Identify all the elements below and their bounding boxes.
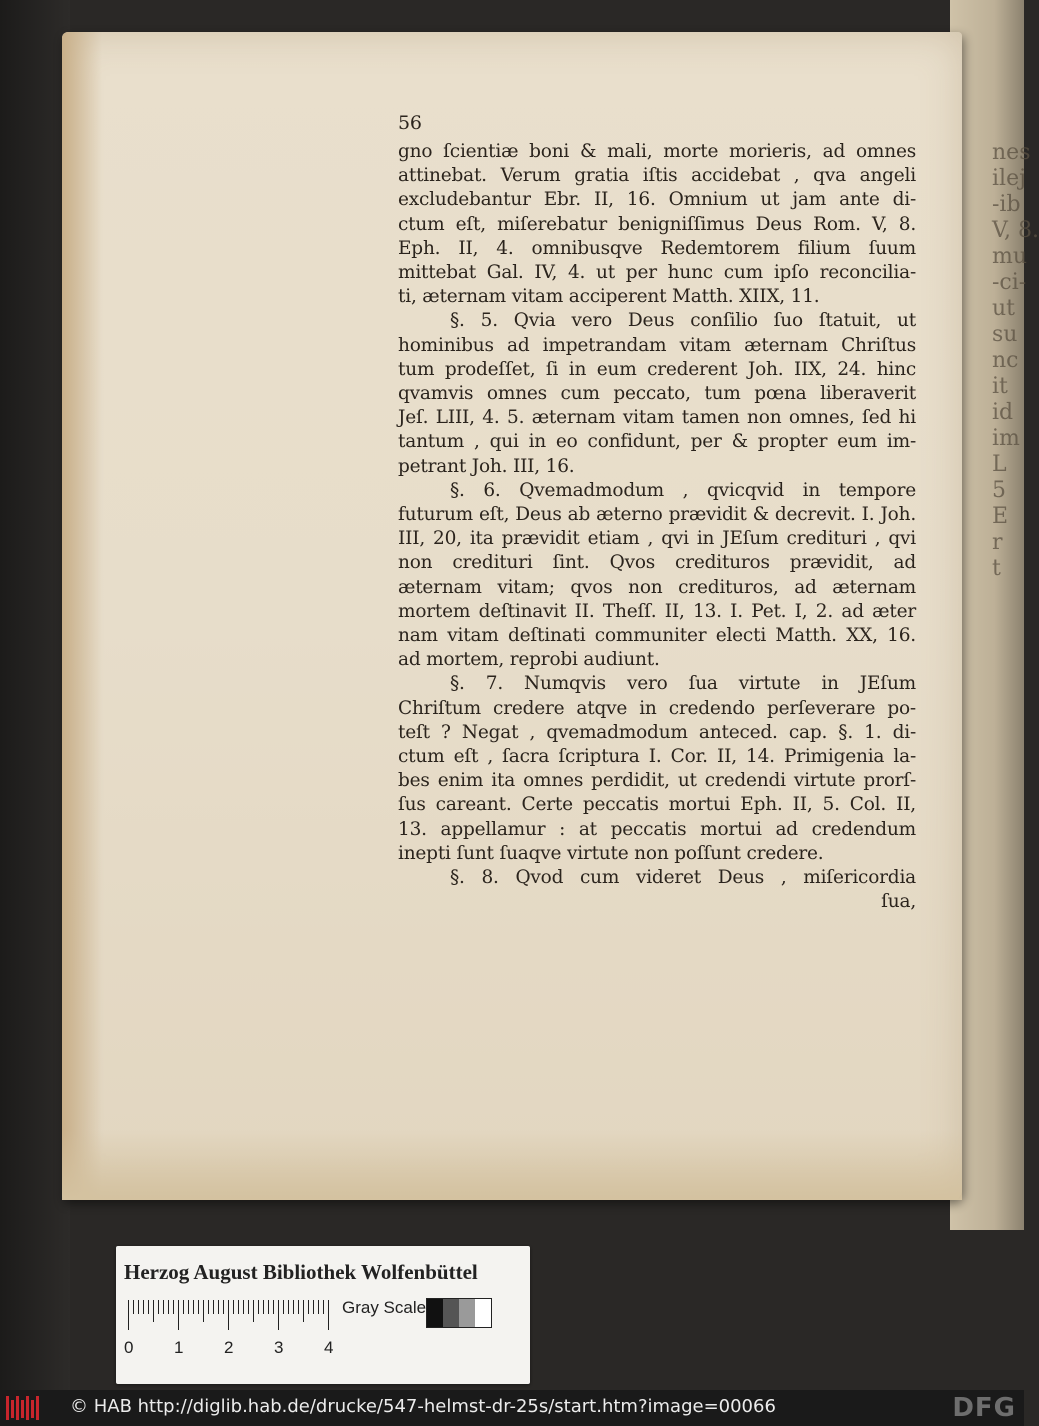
ruler-tick [188, 1300, 189, 1314]
ruler-tick [268, 1300, 269, 1314]
text-line: §. 6. Qvemadmodum , qvicqvid in tempore [450, 479, 916, 501]
text-line: Jeſ. LIII, 4. 5. æternam vitam tamen non omnes, ſed hi [398, 407, 916, 429]
facing-page-fragment: r [992, 530, 1003, 555]
text-line: Eph. II, 4. omnibusqve Redemtorem filium ſuum [398, 237, 916, 259]
ruler-tick [168, 1300, 169, 1314]
footer-bar [0, 1390, 1024, 1426]
text-line: §. 5. Qvia vero Deus conſilio ſuo ſtatuit, ut [450, 310, 916, 332]
ruler-tick [173, 1300, 174, 1314]
ruler-tick [238, 1300, 239, 1314]
facing-page-fragment: it [992, 374, 1008, 399]
facing-page-fragment: ilej [992, 166, 1026, 191]
facing-page-fragment: t [992, 556, 1001, 581]
text-line: futurum eſt, Deus ab æterno prævidit & decrevit. I. Joh. [398, 504, 916, 525]
ruler-tick [143, 1300, 144, 1314]
hab-logo-bar [31, 1400, 34, 1418]
ruler-tick [283, 1300, 284, 1314]
ruler-tick [318, 1300, 319, 1314]
ruler-tick [243, 1300, 244, 1314]
ruler-number: 0 [124, 1338, 134, 1357]
gray-swatch-cell [427, 1299, 443, 1327]
text-line: ctum eſt, miſerebatur benigniſſimus Deus Rom. V, 8. [398, 213, 916, 235]
text-line: æternam vitam; qvos non credituros, ad æternam [398, 576, 916, 598]
text-line: 13. appellamur : at peccatis mortui ad credendum [398, 818, 916, 840]
ruler-tick [258, 1300, 259, 1314]
facing-page-fragment: -ib [992, 192, 1021, 217]
gray-swatch-cell [459, 1299, 475, 1327]
text-line: petrant Joh. III, 16. [398, 455, 575, 477]
text-line: Chriſtum credere atqve in credendo perſeverare po- [398, 697, 916, 719]
text-line: ti, æternam vitam acciperent Matth. XIIX, 11. [398, 286, 820, 308]
facing-page-fragment: -ci- [992, 270, 1027, 295]
ruler-tick [288, 1300, 289, 1314]
ruler-number: 2 [224, 1338, 234, 1357]
gray-swatch-cell [475, 1299, 491, 1327]
text-line: qvamvis omnes cum peccato, tum pœna liberaverit [398, 383, 916, 404]
text-line: ſus careant. Certe peccatis mortui Eph. II, 5. Col. II, [398, 794, 916, 816]
ruler-tick [198, 1300, 199, 1314]
ruler-tick [248, 1300, 249, 1314]
ruler-tick [298, 1300, 299, 1314]
text-line: tum prodeſſet, ſi in eum crederent Joh. IIX, 24. hinc [398, 358, 916, 380]
ruler-tick [278, 1300, 279, 1330]
ruler-tick [193, 1300, 194, 1314]
ruler-tick [293, 1300, 294, 1314]
library-name: Herzog August Bibliothek Wolfenbüttel [124, 1260, 478, 1284]
ruler-tick [303, 1300, 304, 1322]
ruler-tick [148, 1300, 149, 1314]
ruler-tick [218, 1300, 219, 1314]
page-number: 56 [398, 112, 422, 134]
text-line: tantum , qui in eo confidunt, per & propter eum im- [398, 431, 916, 453]
dfg-logo: DFG [952, 1393, 1016, 1423]
ruler-tick [233, 1300, 234, 1314]
text-line: teſt ? Negat , qvemadmodum anteced. cap. §. 1. di- [398, 721, 916, 743]
text-line: III, 20, ita prævidit etiam , qvi in JEſum credituri , qvi [398, 528, 916, 550]
facing-page-fragment: 5 [992, 478, 1006, 503]
ruler-tick [158, 1300, 159, 1314]
ruler-tick [138, 1300, 139, 1314]
ruler-tick [228, 1300, 229, 1330]
source-url[interactable]: © HAB http://diglib.hab.de/drucke/547-helmst-dr-25s/start.htm?image=00066 [70, 1396, 776, 1417]
text-line: gno ſcientiæ boni & mali, morte morieris, ad omnes [398, 141, 916, 162]
ruler-number: 4 [324, 1338, 334, 1357]
ruler-tick [153, 1300, 154, 1322]
hab-logo-bar [21, 1400, 24, 1418]
gray-swatch-cell [443, 1299, 459, 1327]
text-line: mortem deſtinavit II. Theſſ. II, 13. I. Pet. I, 2. ad æter [398, 600, 916, 622]
text-line: ſua, [881, 891, 916, 913]
text-line: nam vitam deſtinati communiter electi Matth. XX, 16. [398, 625, 916, 646]
text-line: mittebat Gal. IV, 4. ut per hunc cum ipſo reconcilia- [398, 262, 916, 283]
ruler-tick [263, 1300, 264, 1314]
facing-page-fragment: E [992, 504, 1009, 529]
ruler-tick [313, 1300, 314, 1314]
hab-logo-bar [6, 1396, 9, 1420]
facing-page-fragment: L [992, 452, 1007, 477]
text-line: attinebat. Verum gratia iſtis accidebat , qva angeli [398, 165, 916, 187]
ruler-tick [128, 1300, 129, 1330]
hab-logo-bar [11, 1400, 14, 1418]
facing-page-fragment: nes [992, 140, 1031, 165]
ruler-tick [133, 1300, 134, 1314]
text-line: hominibus ad impetrandam vitam æternam Chriſtus [398, 334, 916, 356]
text-line: non credituri ſint. Qvos credituros prævidit, ad [398, 552, 916, 574]
text-line: ctum eſt , ſacra ſcriptura I. Cor. II, 14. Primigenia la- [398, 746, 916, 767]
ruler-tick [203, 1300, 204, 1322]
facing-page-fragment: im [992, 426, 1020, 451]
gray-scale-label: Gray Scale [342, 1298, 427, 1317]
hab-logo-icon [6, 1394, 46, 1422]
ruler-tick [253, 1300, 254, 1322]
ruler-tick [178, 1300, 179, 1330]
facing-page-fragment: mu [992, 244, 1028, 269]
text-line: §. 7. Numqvis vero ſua virtute in JEſum [450, 673, 916, 695]
facing-page-fragment: V, 8. [992, 218, 1039, 243]
facing-page-fragment: nc [992, 348, 1019, 373]
ruler-number: 3 [274, 1338, 284, 1357]
ruler-numbers [124, 1338, 354, 1358]
text-line: ad mortem, reprobi audiunt. [398, 649, 660, 671]
text-line: bes enim ita omnes perdidit, ut credendi virtute prorſ- [398, 770, 916, 792]
color-scale-card [116, 1246, 530, 1384]
ruler-tick [163, 1300, 164, 1314]
text-line: excludebantur Ebr. II, 16. Omnium ut jam ante di- [398, 189, 916, 211]
facing-page-fragment: ut [992, 296, 1016, 321]
gray-scale-swatch [426, 1298, 492, 1328]
ruler-scale [128, 1300, 328, 1330]
ruler-tick [323, 1300, 324, 1314]
ruler-tick [223, 1300, 224, 1314]
facing-page-fragment: id [992, 400, 1014, 425]
ruler-tick [208, 1300, 209, 1314]
ruler-tick [328, 1300, 329, 1330]
text-line: §. 8. Qvod cum videret Deus , miſericordia [450, 867, 916, 888]
hab-logo-bar [16, 1396, 19, 1420]
facing-page-fragment: su [992, 322, 1018, 347]
ruler-tick [308, 1300, 309, 1314]
hab-logo-bar [26, 1396, 29, 1420]
ruler-tick [273, 1300, 274, 1314]
ruler-number: 1 [174, 1338, 184, 1357]
scanner-background [0, 0, 70, 1390]
hab-logo-bar [36, 1396, 39, 1420]
text-line: inepti ſunt ſuaqve virtute non poſſunt credere. [398, 842, 824, 864]
ruler-tick [183, 1300, 184, 1314]
ruler-tick [213, 1300, 214, 1314]
